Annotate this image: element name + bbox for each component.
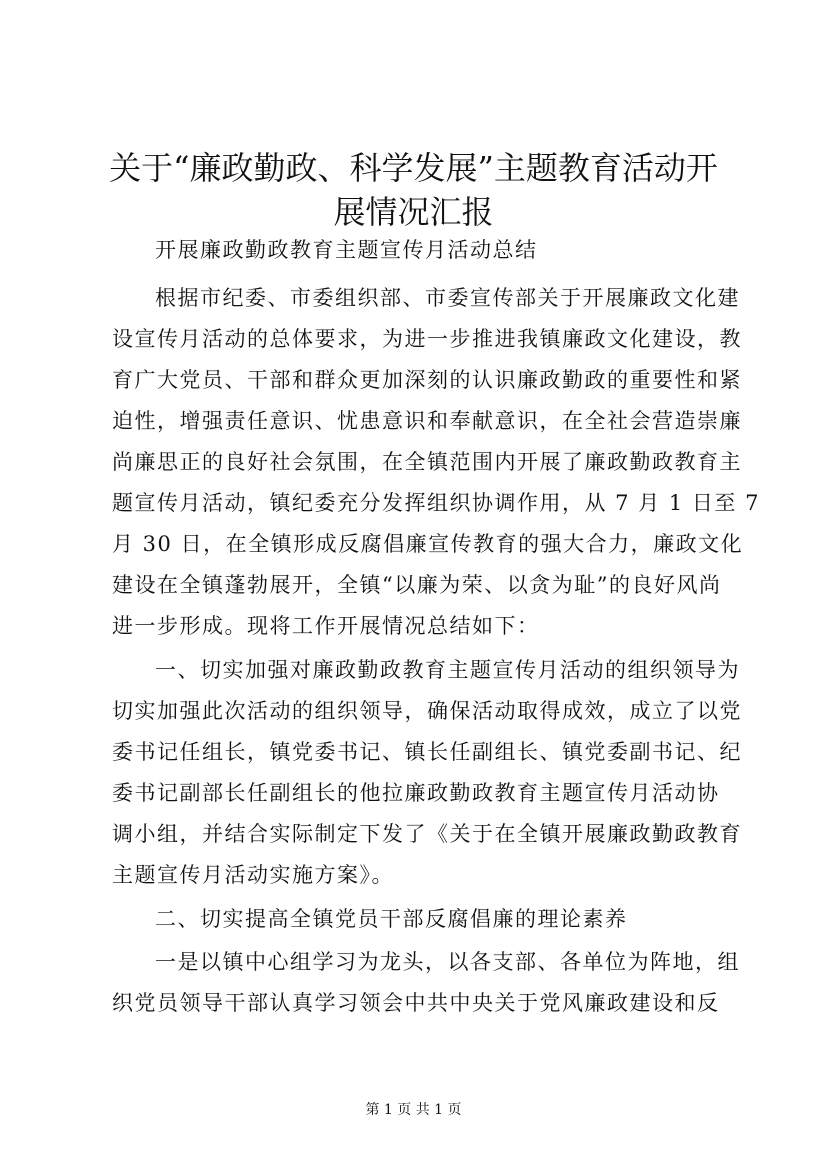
paragraph-1-line: 建设在全镇蓬勃展开，全镇“以廉为荣、以贪为耻”的良好风尚 (112, 573, 722, 597)
paragraph-2-line: 委书记副部长任副组长的他拉廉政勤政教育主题宣传月活动协 (112, 781, 720, 805)
page-number-footer: 第 1 页 共 1 页 (365, 1102, 462, 1118)
document-title-line-1: 关于“廉政勤政、科学发展”主题教育活动开 (109, 149, 718, 187)
section-heading-2: 二、切实提高全镇党员干部反腐倡廉的理论素养 (155, 907, 628, 931)
paragraph-1-line: 设宣传月活动的总体要求，为进一步推进我镇廉政文化建设，教 (112, 327, 742, 351)
paragraph-2-line: 调小组，并结合实际制定下发了《关于在全镇开展廉政勤政教育 (112, 822, 742, 846)
paragraph-1-line: 根据市纪委、市委组织部、市委宣传部关于开展廉政文化建 (155, 286, 740, 310)
paragraph-1-line: 题宣传月活动，镇纪委充分发挥组织协调作用，从 7 月 1 日至 7 (112, 491, 760, 515)
paragraph-2-line: 一、切实加强对廉政勤政教育主题宣传月活动的组织领导为 (155, 658, 740, 682)
document-title-line-2: 展情况汇报 (333, 193, 494, 231)
paragraph-1-line: 进一步形成。现将工作开展情况总结如下： (112, 614, 540, 638)
paragraph-1-line: 月 30 日，在全镇形成反腐倡廉宣传教育的强大合力，廉政文化 (112, 532, 744, 556)
paragraph-1-line: 育广大党员、干部和群众更加深刻的认识廉政勤政的重要性和紧 (112, 368, 742, 392)
paragraph-3-line: 织党员领导干部认真学习领会中共中央关于党风廉政建设和反 (112, 991, 720, 1015)
paragraph-2-line: 切实加强此次活动的组织领导，确保活动取得成效，成立了以党 (112, 699, 742, 723)
paragraph-2-line: 委书记任组长，镇党委书记、镇长任副组长、镇党委副书记、纪 (112, 740, 742, 764)
document-subtitle: 开展廉政勤政教育主题宣传月活动总结 (155, 238, 538, 262)
paragraph-2-line: 主题宣传月活动实施方案》。 (112, 863, 394, 887)
paragraph-3-line: 一是以镇中心组学习为龙头，以各支部、各单位为阵地，组 (155, 950, 740, 974)
paragraph-1-line: 尚廉思正的良好社会氛围，在全镇范围内开展了廉政勤政教育主 (112, 450, 742, 474)
paragraph-1-line: 迫性，增强责任意识、忧患意识和奉献意识，在全社会营造崇廉 (112, 409, 742, 433)
